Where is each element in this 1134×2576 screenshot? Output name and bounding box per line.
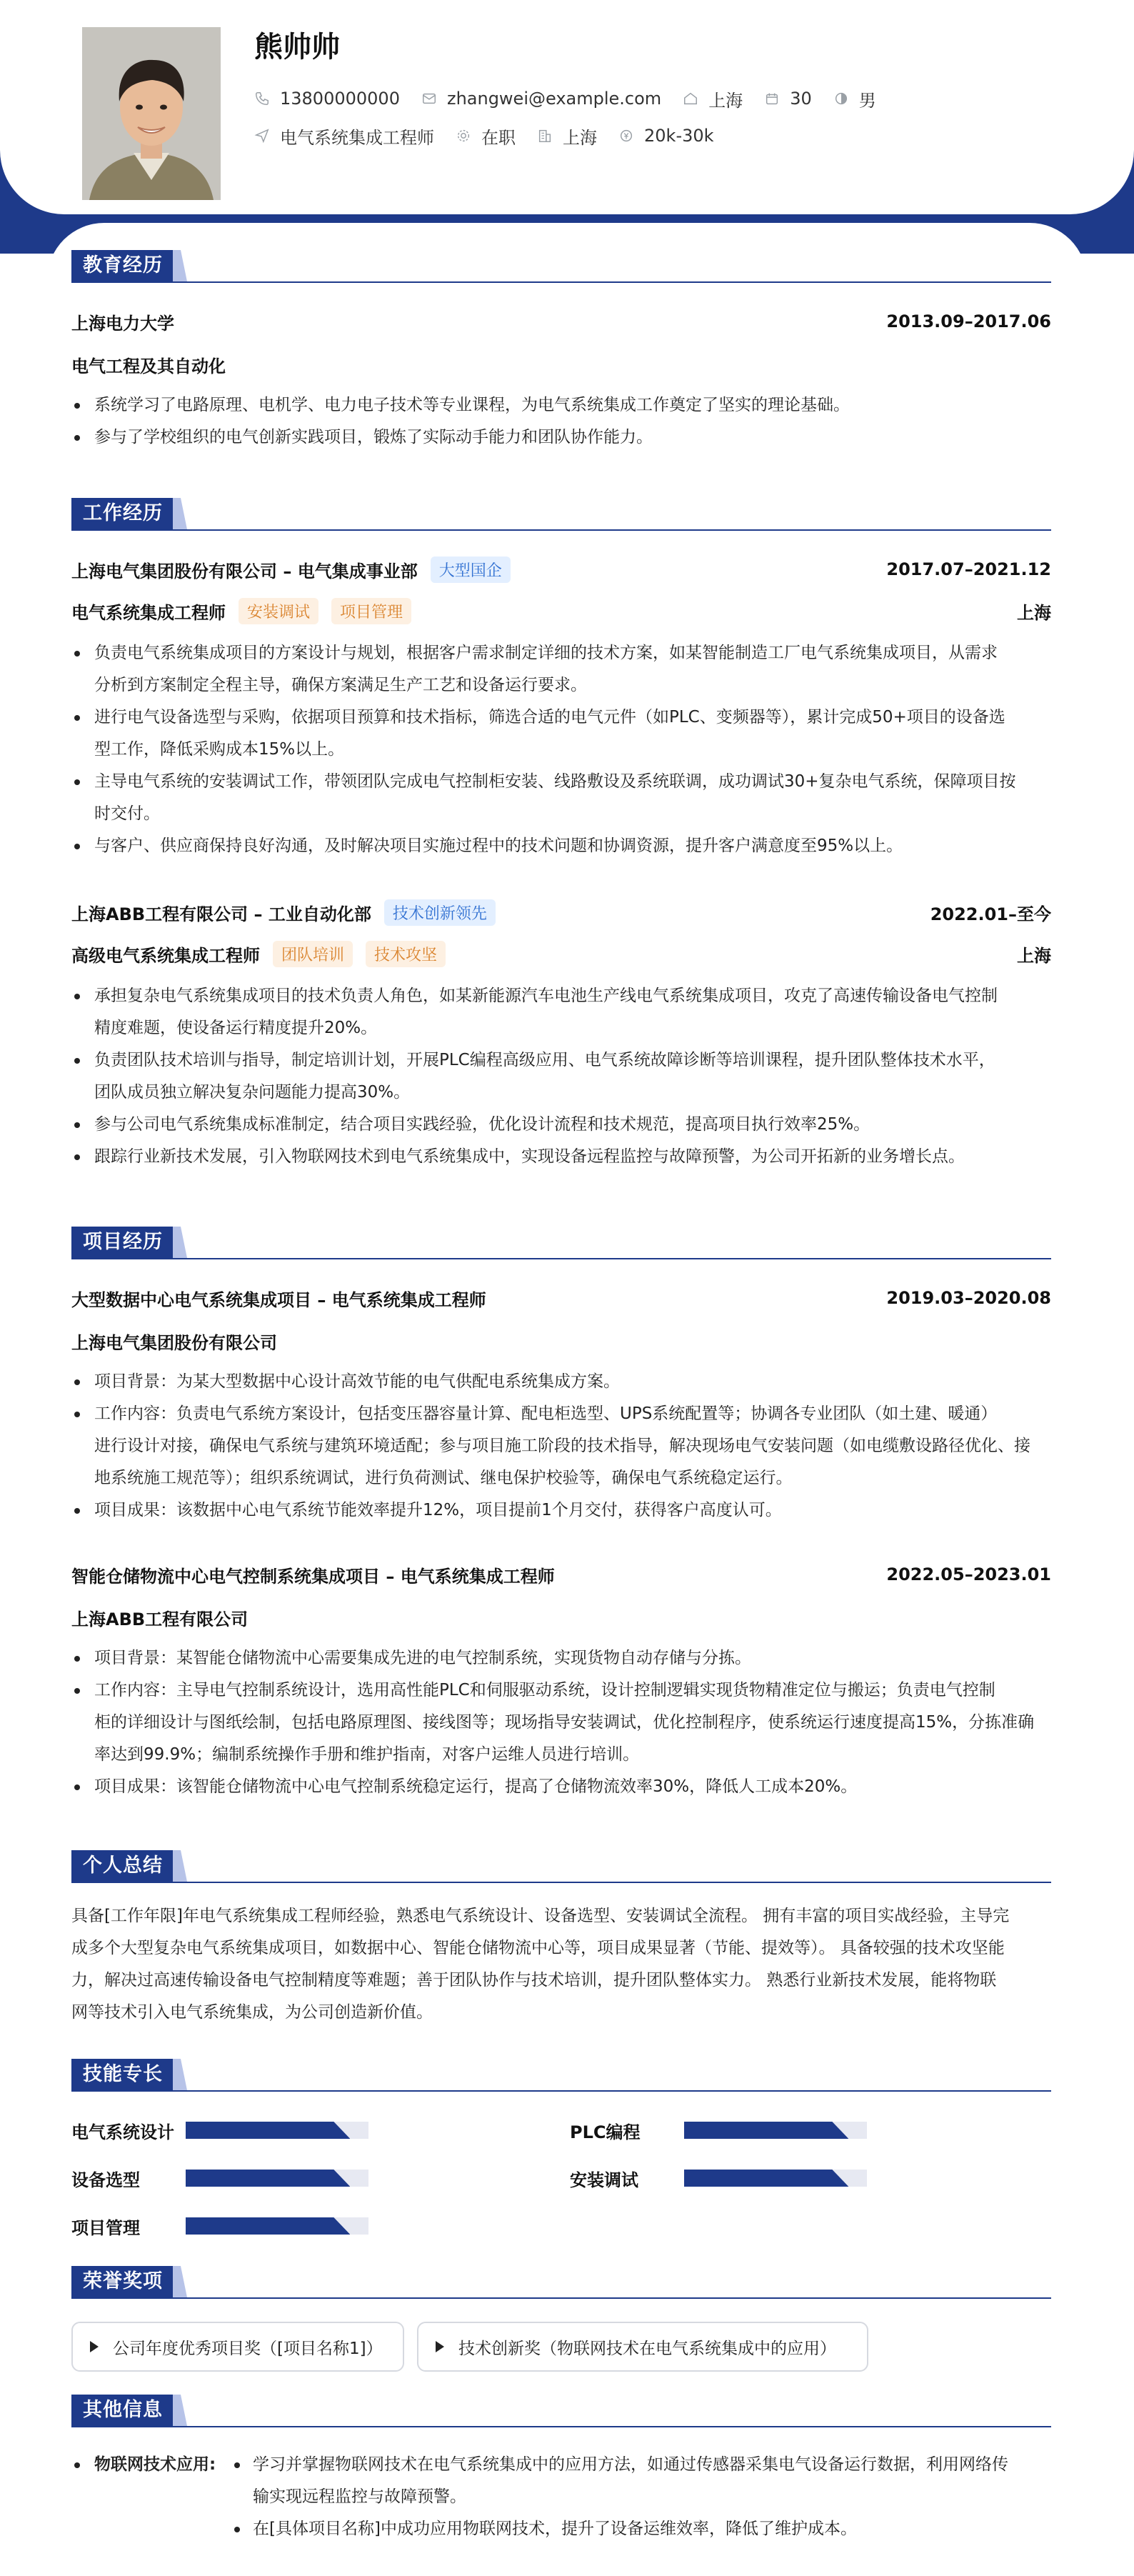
- project-bullets: [71, 1366, 1051, 1527]
- gender-icon: [833, 91, 849, 106]
- list-item: 项目背景：某智能仓储物流中心需要集成先进的电气控制系统，实现货物自动存储与分拣。: [71, 1642, 1051, 1674]
- job-city: 上海: [1017, 945, 1051, 966]
- summary-header: [71, 1850, 1051, 1884]
- contact-row: [254, 86, 898, 111]
- section-divider: [71, 2090, 1051, 2092]
- list-item: 进行电气设备选型与采购，依据项目预算和技术指标，筛选合适的电气元件（如PLC、变频器等），累计完成50+项目的设备选 型工作，降低采购成本15%以上。: [71, 702, 1051, 766]
- work-header: [71, 498, 1051, 532]
- skill-name: 项目管理: [71, 2217, 140, 2238]
- avatar-photo-icon: [82, 27, 221, 200]
- projects-section: [71, 1227, 1051, 1834]
- section-title: 荣誉奖项: [71, 2266, 174, 2297]
- skill-item: [71, 2164, 368, 2192]
- calendar-icon: [764, 91, 780, 106]
- education-bullets: [71, 389, 1051, 454]
- list-item: 负责团队技术培训与指导，制定培训计划，开展PLC编程高级应用、电气系统故障诊断等培训课程，提升团队整体技术水平， 团队成员独立解决复杂问题能力提高30%。: [71, 1044, 1051, 1109]
- location-value: 上海: [708, 90, 743, 111]
- job-period: 2022.01–至今: [930, 904, 1051, 924]
- list-item: 项目背景：为某大型数据中心设计高效节能的电气供配电系统集成方案。: [71, 1366, 1051, 1398]
- other-header: [71, 2395, 1051, 2429]
- company-tag: 大型国企: [431, 556, 511, 583]
- target-city-value: 上海: [563, 127, 597, 148]
- location: [683, 86, 743, 111]
- other-section: [71, 2395, 1051, 2559]
- mail-icon: [421, 91, 437, 106]
- company-name: 上海电气集团股份有限公司 – 电气集成事业部: [71, 561, 418, 581]
- age: [764, 89, 812, 109]
- honor-item: [71, 2322, 404, 2372]
- email-value: zhangwei@example.com: [446, 89, 662, 109]
- job-bullets: [71, 980, 1051, 1173]
- target-role-value: 电气系统集成工程师: [280, 127, 434, 148]
- skill-bar: [684, 2122, 867, 2139]
- skill-bar-fill: [186, 2122, 350, 2139]
- gear-icon: [456, 128, 471, 144]
- list-item: 参与公司电气系统集成标准制定，结合项目实践经验，优化设计流程和技术规范，提高项目执行效率25%。: [71, 1109, 1051, 1141]
- skill-item: [71, 2212, 368, 2240]
- honor-name: 公司年度优秀项目奖（[项目名称1]）: [113, 2339, 383, 2358]
- job-role-row: [71, 939, 1051, 968]
- skill-item: [570, 2164, 867, 2192]
- skill-item: [71, 2116, 368, 2145]
- section-divider: [71, 2297, 1051, 2299]
- skill-bar: [186, 2217, 368, 2235]
- list-item: 学习并掌握物联网技术在电气系统集成中的应用方法，如通过传感器采集电气设备运行数据，利用网络传 输实现远程监控与故障预警。: [229, 2449, 1051, 2513]
- status: [456, 124, 516, 149]
- role-tag: 项目管理: [331, 598, 411, 624]
- money-icon: [618, 128, 634, 144]
- skill-name: 电气系统设计: [71, 2122, 174, 2142]
- skills-header: [71, 2059, 1051, 2093]
- status-value: 在职: [481, 127, 516, 148]
- gender-value: 男: [858, 90, 876, 111]
- section-divider: [71, 1882, 1051, 1883]
- list-item: 与客户、供应商保持良好沟通，及时解决项目实施过程中的技术问题和协调资源，提升客户满意度至95%以上。: [71, 830, 1051, 862]
- other-bullets: [229, 2449, 1051, 2545]
- skill-item: [570, 2116, 867, 2145]
- education-major-row: [71, 350, 1051, 379]
- target-city: [537, 124, 597, 149]
- list-item: 工作内容：负责电气系统方案设计，包括变压器容量计算、配电柜选型、UPS系统配置等；协调各专业团队（如土建、暖通） 进行设计对接，确保电气系统与建筑环境适配；参与项目施工阶段的技术指导，解决现场电气安装问题（如电缆敷设路径优化、接 地系统施工规范等）；组织系统调试，进行负荷测试、继电保护校验等，确保电气系统稳定运行。: [71, 1398, 1051, 1494]
- section-divider: [71, 529, 1051, 531]
- other-key: 物联网技术应用:: [71, 2449, 216, 2481]
- job-city: 上海: [1017, 602, 1051, 623]
- skill-bar-fill: [684, 2122, 848, 2139]
- salary: [618, 126, 714, 146]
- education-period: 2013.09–2017.06: [886, 311, 1051, 331]
- skill-name: 安装调试: [570, 2170, 638, 2190]
- education-section: [71, 250, 1051, 464]
- summary-text: 具备[工作年限]年电气系统集成工程师经验，熟悉电气系统设计、设备选型、安装调试全流程。 拥有丰富的项目实战经验，主导完 成多个大型复杂电气系统集成项目，如数据中心、智能仓储物流中心等，项目成果显著（节能、提效等）。 具备较强的技术攻坚能 力，解决过高速传输设备电气控制精度等难题；善于团队协作与技术培训，提升团队整体实力。 熟悉行业新技术发展，能将物联 网等技术引入电气系统集成，为公司创造新价值。: [71, 1907, 1010, 2022]
- honor-name: 技术创新奖（物联网技术在电气系统集成中的应用）: [458, 2339, 836, 2358]
- list-item: 承担复杂电气系统集成项目的技术负责人角色，如某新能源汽车电池生产线电气系统集成项目，攻克了高速传输设备电气控制 精度难题，使设备运行精度提升20%。: [71, 980, 1051, 1044]
- project-period: 2019.03–2020.08: [886, 1288, 1051, 1308]
- triangle-icon: [436, 2341, 444, 2352]
- job-role: 电气系统集成工程师: [71, 602, 226, 623]
- honors-section: [71, 2266, 1051, 2373]
- skill-bar: [684, 2170, 867, 2187]
- list-item: 负责电气系统集成项目的方案设计与规划，根据客户需求制定详细的技术方案，如某智能制造工厂电气系统集成项目，从需求 分析到方案制定全程主导，确保方案满足生产工艺和设备运行要求。: [71, 637, 1051, 702]
- list-item: 主导电气系统的安装调试工作，带领团队完成电气控制柜安装、线路敷设及系统联调，成功调试30+复杂电气系统，保障项目按 时交付。: [71, 766, 1051, 830]
- phone-value: 13800000000: [280, 89, 400, 109]
- section-divider: [71, 281, 1051, 283]
- job-intent-row: [254, 123, 736, 149]
- section-divider: [71, 2426, 1051, 2427]
- target-role: [254, 124, 434, 149]
- candidate-name: 熊帅帅: [254, 31, 340, 64]
- job-role: 高级电气系统集成工程师: [71, 945, 260, 966]
- section-title: 技能专长: [71, 2059, 174, 2090]
- major-name: 电气工程及其自动化: [71, 356, 226, 376]
- role-tag: 安装调试: [239, 598, 318, 624]
- job-bullets: [71, 637, 1051, 862]
- skill-bar-fill: [186, 2217, 350, 2235]
- triangle-icon: [90, 2341, 99, 2352]
- gender: [833, 86, 876, 111]
- project-company-row: [71, 1603, 1051, 1632]
- section-divider: [71, 1258, 1051, 1259]
- honor-item: [417, 2322, 868, 2372]
- skill-name: 设备选型: [71, 2170, 140, 2190]
- project-title-row: [71, 1560, 1051, 1589]
- skill-bar: [186, 2122, 368, 2139]
- list-item: 系统学习了电路原理、电机学、电力电子技术等专业课程，为电气系统集成工作奠定了坚实的理论基础。: [71, 389, 1051, 421]
- job-period: 2017.07–2021.12: [886, 559, 1051, 579]
- skill-bar: [186, 2170, 368, 2187]
- list-item: 项目成果：该数据中心电气系统节能效率提升12%，项目提前1个月交付，获得客户高度认可。: [71, 1494, 1051, 1527]
- avatar: [82, 27, 221, 200]
- list-item: 工作内容：主导电气控制系统设计，选用高性能PLC和伺服驱动系统，设计控制逻辑实现货物精准定位与搬运；负责电气控制 柜的详细设计与图纸绘制，包括电路原理图、接线图等；现场指导安装调试，优化控制程序，使系统运行速度提高15%，分拣准确 率达到99.9%；编制系统操作手册和维护指南，对客户运维人员进行培训。: [71, 1674, 1051, 1771]
- project-name: 大型数据中心电气系统集成项目 – 电气系统集成工程师: [71, 1289, 486, 1310]
- role-tag: 技术攻坚: [366, 941, 446, 967]
- phone-icon: [254, 91, 270, 106]
- age-value: 30: [790, 89, 812, 109]
- section-title: 个人总结: [71, 1850, 174, 1882]
- summary-section: [71, 1850, 1051, 2050]
- section-title: 工作经历: [71, 498, 174, 529]
- job-company-row: [71, 555, 1051, 584]
- job-company-row: [71, 898, 1051, 927]
- project-title-row: [71, 1284, 1051, 1312]
- job-role-row: [71, 596, 1051, 625]
- project-company: 上海ABB工程有限公司: [71, 1609, 249, 1629]
- project-period: 2022.05–2023.01: [886, 1564, 1051, 1584]
- work-section: [71, 498, 1051, 1198]
- projects-header: [71, 1227, 1051, 1261]
- salary-value: 20k-30k: [644, 126, 714, 146]
- company-name: 上海ABB工程有限公司 – 工业自动化部: [71, 904, 371, 924]
- list-item: 项目成果：该智能仓储物流中心电气控制系统稳定运行，提高了仓储物流效率30%，降低人工成本20%。: [71, 1771, 1051, 1803]
- send-icon: [254, 128, 270, 144]
- building-icon: [537, 128, 553, 144]
- project-company-row: [71, 1327, 1051, 1355]
- list-item: 跟踪行业新技术发展，引入物联网技术到电气系统集成中，实现设备远程监控与故障预警，为公司开拓新的业务增长点。: [71, 1141, 1051, 1173]
- project-name: 智能仓储物流中心电气控制系统集成项目 – 电气系统集成工程师: [71, 1566, 555, 1587]
- skill-bar-fill: [684, 2170, 848, 2187]
- role-tag: 团队培训: [273, 941, 353, 967]
- skill-bar-fill: [186, 2170, 350, 2187]
- honors-header: [71, 2266, 1051, 2300]
- section-title: 其他信息: [71, 2395, 174, 2426]
- list-item: 参与了学校组织的电气创新实践项目，锻炼了实际动手能力和团队协作能力。: [71, 421, 1051, 454]
- phone: [254, 89, 400, 109]
- education-school-row: [71, 307, 1051, 336]
- home-icon: [683, 91, 698, 106]
- education-header: [71, 250, 1051, 284]
- project-company: 上海电气集团股份有限公司: [71, 1332, 277, 1353]
- email: [421, 89, 661, 109]
- skill-name: PLC编程: [570, 2122, 641, 2142]
- list-item: 在[具体项目名称]中成功应用物联网技术，提升了设备运维效率，降低了维护成本。: [229, 2513, 1051, 2545]
- company-tag: 技术创新领先: [384, 899, 496, 926]
- section-title: 教育经历: [71, 250, 174, 281]
- skills-section: [71, 2059, 1051, 2245]
- school-name: 上海电力大学: [71, 313, 174, 334]
- section-title: 项目经历: [71, 1227, 174, 1258]
- project-bullets: [71, 1642, 1051, 1803]
